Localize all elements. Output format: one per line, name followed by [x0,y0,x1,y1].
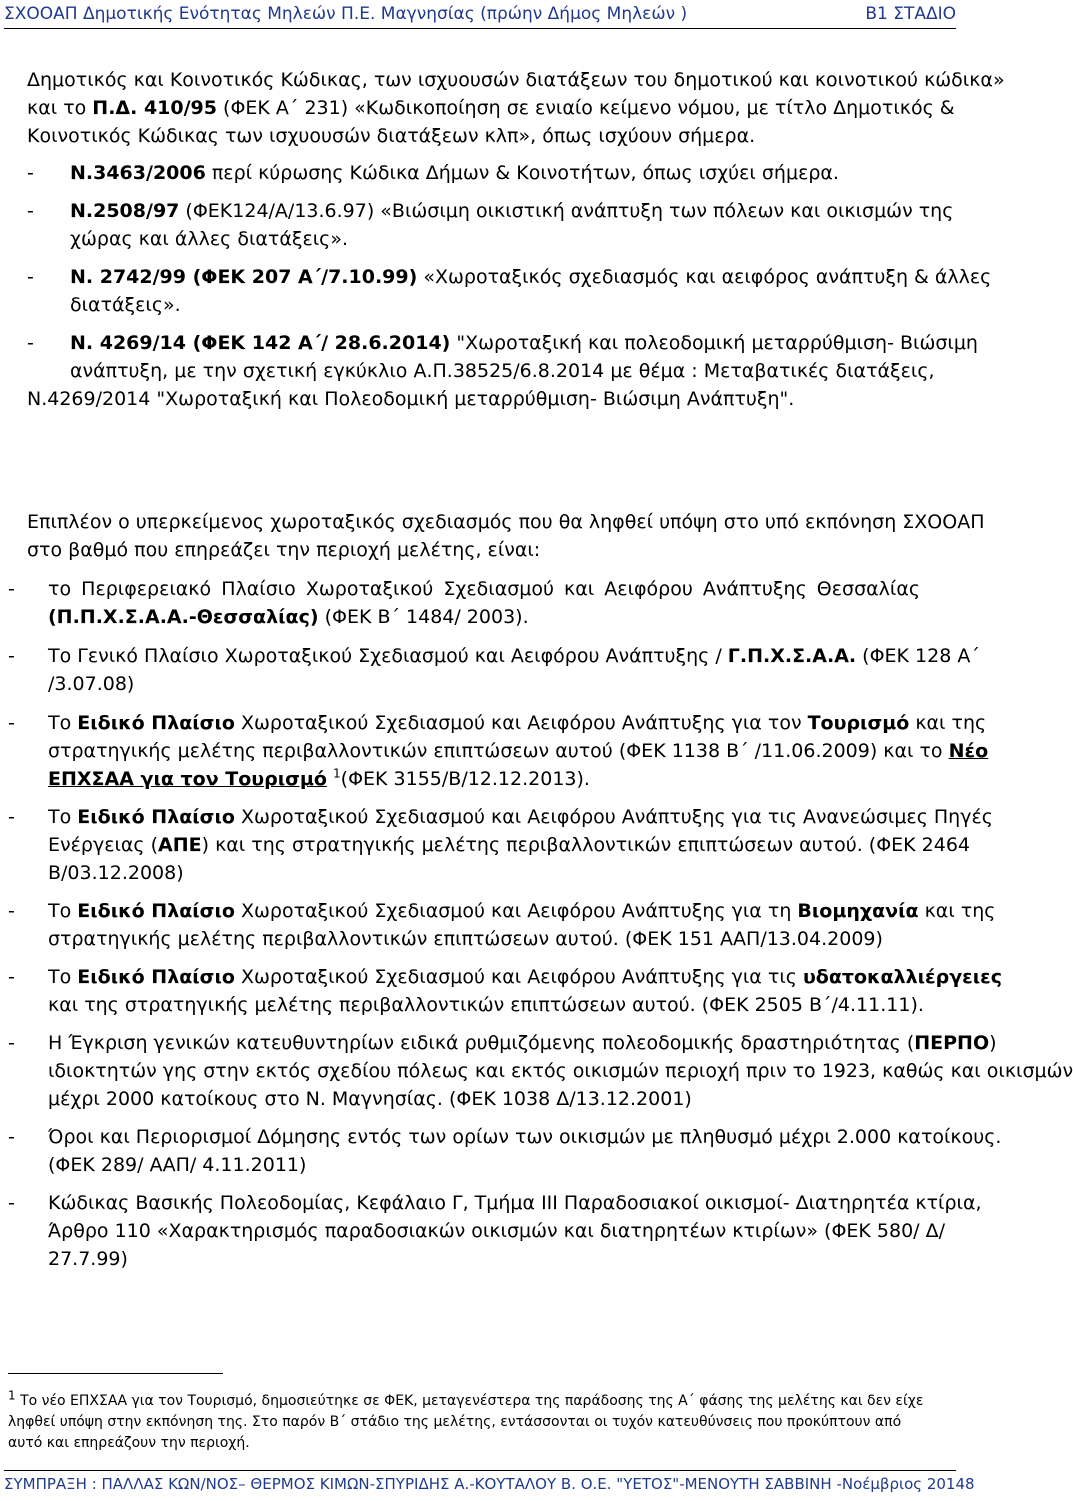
plan-item-cont: ΕΠΧΣΑΑ για τον Τουρισμό $^1$(ΦΕΚ 3155/Β/12.12.2013). [48,766,590,790]
law-item-cont: Ν.4269/2014 "Χωροταξική και Πολεοδομική μεταρρύθμιση- Βιώσιμη Ανάπτυξη". [27,388,795,410]
page-footer [4,1470,975,1497]
plan-item-cont: Άρθρο 110 «Χαρακτηρισμός παραδοσιακών οικισμών και διατηρητέων κτιρίων» (ΦΕΚ 580/ Δ/ [48,1220,946,1242]
plan-item-cont: Β/03.12.2008) [48,862,184,884]
plan-item: - Το Ειδικό Πλαίσιο Χωροταξικού Σχεδιασμού και Αειφόρου Ανάπτυξης για τις Ανανεώσιμες Πηγές [8,806,993,828]
plan-item-cont: ιδιοκτητών γης στην εκτός σχεδίου πόλεως και εκτός οικισμών περιοχή πριν το 1923, καθώς και οικισμών [48,1060,1073,1082]
legal-line: Δημοτικός και Κοινοτικός Κώδικας, των ισχυουσών διατάξεων του δημοτικού και κοινοτικού κώδικα» [27,69,1005,91]
header-title: ΣΧΟΟΑΠ Δημοτικής Ενότητας Μηλεών Π.Ε. Μαγνησίας (πρώην Δήμος Μηλεών ) [4,4,688,24]
plan-item-cont: /3.07.08) [48,673,135,695]
plan-item-cont: (Π.Π.Χ.Σ.Α.Α.-Θεσσαλίας) (ΦΕΚ Β΄ 1484/ 2003). [48,606,529,628]
plan-item: - Το Ειδικό Πλαίσιο Χωροταξικού Σχεδιασμού και Αειφόρου Ανάπτυξης για τον Τουρισμό και της [8,712,987,734]
plan-item-cont: Ενέργειας (ΑΠΕ) και της στρατηγικής μελέτης περιβαλλοντικών επιπτώσεων αυτού. (ΦΕΚ 2464 [48,834,971,856]
law-item: - Ν.3463/2006 περί κύρωσης Κώδικα Δήμων & Κοινοτήτων, όπως ισχύει σήμερα. [27,162,839,184]
law-item-cont: διατάξεις». [70,294,181,316]
plan-item-cont: μέχρι 2000 κατοίκους στο Ν. Μαγνησίας. (ΦΕΚ 1038 Δ/13.12.2001) [48,1088,692,1110]
intro-line: στο βαθμό που επηρεάζει την περιοχή μελέτης, είναι: [27,539,541,561]
header-stage: Β1 ΣΤΑΔΙΟ [865,4,956,24]
footnote-ref: 1 [333,766,341,781]
law-item-cont: χώρας και άλλες διατάξεις». [70,228,348,250]
footnote-line: $^1$ Το νέο ΕΠΧΣΑΑ για τον Τουρισμό, δημοσιεύτηκε σε ΦΕΚ, μεταγενέστερα της παράδοσης της Α΄ φάσης της μελέτης και δεν είχε [8,1388,924,1409]
plan-item-cont: στρατηγικής μελέτης περιβαλλοντικών επιπτώσεων αυτού. (ΦΕΚ 151 ΑΑΠ/13.04.2009) [48,928,883,950]
legal-line: Κοινοτικός Κώδικας των ισχυουσών διατάξεων κλπ», όπως ισχύουν σήμερα. [27,125,756,147]
law-item: - Ν. 4269/14 (ΦΕΚ 142 Α΄/ 28.6.2014) "Χωροταξική και πολεοδομική μεταρρύθμιση- Βιώσιμη [27,332,978,354]
plan-item: - Το Ειδικό Πλαίσιο Χωροταξικού Σχεδιασμού και Αειφόρου Ανάπτυξης για τη Βιομηχανία και της [8,900,996,922]
footnote-line: αυτό και επηρεάζουν την περιοχή. [8,1435,250,1451]
page-header [4,0,956,29]
plan-item: - Όροι και Περιορισμοί Δόμησης εντός των ορίων των οικισμών με πληθυσμό μέχρι 2.000 κατοίκους. [8,1126,1002,1148]
footnote-rule [8,1373,223,1374]
legal-line: και το Π.Δ. 410/95 (ΦΕΚ Α΄ 231) «Κωδικοποίηση σε ενιαίο κείμενο νόμου, με τίτλο Δημοτικός & [27,97,955,119]
plan-item: - Κώδικας Βασικής Πολεοδομίας, Κεφάλαιο Γ, Τμήμα ΙΙΙ Παραδοσιακοί οικισμοί- Διατηρητέα κτίρια, [8,1192,982,1214]
page-number: 8 [965,1475,975,1493]
plan-item: - Η Έγκριση γενικών κατευθυντηρίων ειδικά ρυθμιζόμενης πολεοδομικής δραστηριότητας (ΠΕΡΠΟ) [8,1032,997,1054]
law-item-cont: ανάπτυξη, με την σχετική εγκύκλιο Α.Π.38525/6.8.2014 με θέμα : Μεταβατικές διατάξεις, [70,360,935,382]
law-item: - Ν. 2742/99 (ΦΕΚ 207 Α΄/7.10.99) «Χωροταξικός σχεδιασμός και αειφόρος ανάπτυξη & άλλες [27,266,992,288]
footer-authors: ΣΥΜΠΡΑΞΗ : ΠΑΛΛΑΣ ΚΩΝ/ΝΟΣ– ΘΕΡΜΟΣ ΚΙΜΩΝ-ΣΠΥΡΙΔΗΣ Α.-ΚΟΥΤΑΛΟΥ Β. Ο.Ε. "ΥΕΤΟΣ"-ΜΕΝΟΥΤΗ ΣΑΒΒΙΝΗ -Νοέμβριος 2014 [4,1475,965,1493]
plan-item: - Το Ειδικό Πλαίσιο Χωροταξικού Σχεδιασμού και Αειφόρου Ανάπτυξης για τις υδατοκαλλιέργειες [8,966,1002,988]
plan-item-cont: (ΦΕΚ 289/ ΑΑΠ/ 4.11.2011) [48,1154,307,1176]
plan-item-cont: στρατηγικής μελέτης περιβαλλοντικών επιπτώσεων αυτού (ΦΕΚ 1138 Β΄ /11.06.2009) και το Νέο [48,740,989,762]
plan-item-cont: 27.7.99) [48,1248,128,1270]
plan-item: - το Περιφερειακό Πλαίσιο Χωροταξικού Σχεδιασμού και Αειφόρου Ανάπτυξης Θεσσαλίας [8,578,920,600]
intro-line: Επιπλέον ο υπερκείμενος χωροταξικός σχεδιασμός που θα ληφθεί υπόψη στο υπό εκπόνηση ΣΧΟΟΑΠ [27,511,985,533]
plan-item: - Το Γενικό Πλαίσιο Χωροταξικού Σχεδιασμού και Αειφόρου Ανάπτυξης / Γ.Π.Χ.Σ.Α.Α. (ΦΕΚ 128 Α΄ [8,645,980,667]
footnote-number: 1 [8,1388,16,1403]
plan-item-cont: και της στρατηγικής μελέτης περιβαλλοντικών επιπτώσεων αυτού. (ΦΕΚ 2505 Β΄/4.11.11). [48,994,924,1016]
law-item: - Ν.2508/97 (ΦΕΚ124/Α/13.6.97) «Βιώσιμη οικιστική ανάπτυξη των πόλεων και οικισμών της [27,200,954,222]
footnote-line: ληφθεί υπόψη στην εκπόνηση της. Στο παρόν Β΄ στάδιο της μελέτης, εντάσσονται οι τυχόν κατευθύνσεις που προκύπτουν από [8,1414,902,1430]
